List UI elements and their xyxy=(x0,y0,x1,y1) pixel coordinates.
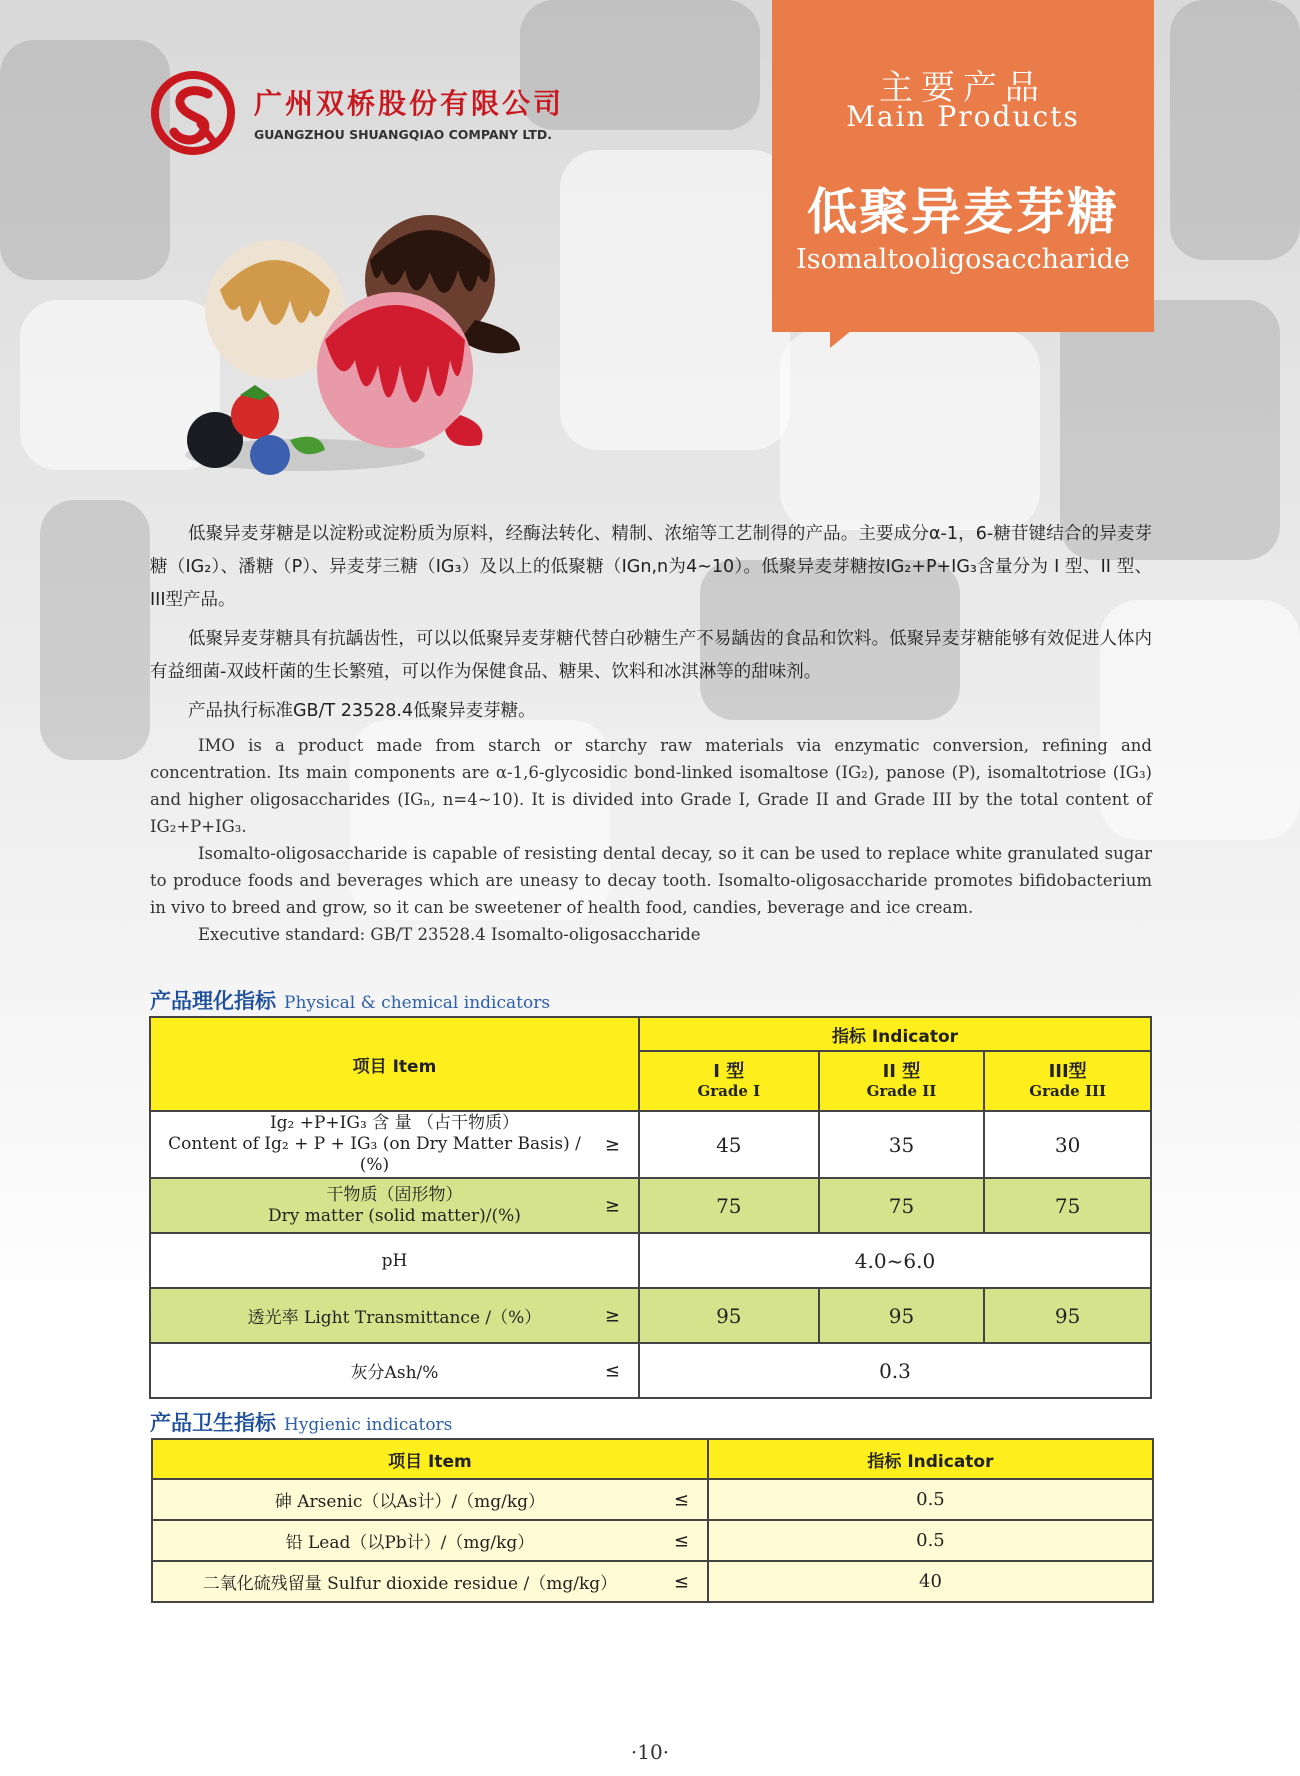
product-name-cn: 低聚异麦芽糖 xyxy=(807,183,1119,241)
grade-1-value: 95 xyxy=(639,1288,819,1343)
ash-value: 0.3 xyxy=(639,1343,1151,1398)
table-row xyxy=(150,1178,1151,1233)
row-label: 砷 Arsenic（以As计）/（mg/kg） ≤ xyxy=(152,1479,708,1520)
table-row xyxy=(150,1343,1151,1398)
comparison-symbol: ≤ xyxy=(673,1530,689,1551)
physical-title-en: Physical & chemical indicators xyxy=(284,993,551,1013)
hygienic-section-title xyxy=(150,1407,452,1437)
grade-1-header: I 型 Grade I xyxy=(639,1051,819,1111)
grade-2-value: 95 xyxy=(819,1288,985,1343)
page-number: ·10· xyxy=(630,1740,670,1764)
indicator-header: 指标 Indicator xyxy=(708,1439,1153,1479)
grade-3-header: III型 Grade III xyxy=(984,1051,1151,1111)
grade-3-value: 75 xyxy=(984,1178,1151,1233)
grade-3-value: 95 xyxy=(984,1288,1151,1343)
row-label: pH xyxy=(150,1233,639,1288)
physical-indicators-table xyxy=(149,1016,1152,1399)
banner-tail xyxy=(830,330,852,348)
grade-2-value: 75 xyxy=(819,1178,985,1233)
item-header: 项目 Item xyxy=(152,1439,708,1479)
row-label: Ig₂ +P+IG₃ 含 量 （占干物质） Content of Ig₂ + P + IG₃ (on Dry Matter Basis) / (%) ≥ xyxy=(150,1111,639,1178)
ph-value: 4.0~6.0 xyxy=(639,1233,1151,1288)
indicator-value: 0.5 xyxy=(708,1520,1153,1561)
comparison-symbol: ≥ xyxy=(604,1134,620,1155)
table-row xyxy=(150,1111,1151,1178)
hygienic-title-en: Hygienic indicators xyxy=(284,1415,453,1435)
comparison-symbol: ≤ xyxy=(673,1489,689,1510)
table-row xyxy=(152,1520,1153,1561)
item-header: 项目 Item xyxy=(150,1017,639,1111)
hygienic-indicators-table xyxy=(151,1438,1154,1603)
company-name-cn: 广州双桥股份有限公司 xyxy=(254,87,565,120)
grade-2-header: II 型 Grade II xyxy=(819,1051,985,1111)
table-row xyxy=(150,1288,1151,1343)
grade-1-value: 75 xyxy=(639,1178,819,1233)
row-label: 铅 Lead（以Pb计）/（mg/kg） ≤ xyxy=(152,1520,708,1561)
comparison-symbol: ≥ xyxy=(604,1195,620,1216)
description-cn-paragraph: 低聚异麦芽糖是以淀粉或淀粉质为原料，经酶法转化、精制、浓缩等工艺制得的产品。主要成分α-1，6-糖苷键结合的异麦芽糖（IG₂）、潘糖（P）、异麦芽三糖（IG₃）及以上的低聚糖（IGn,n为4~10）。低聚异麦芽糖按IG₂+P+IG₃含量分为 I 型、II 型、III型产品。 xyxy=(150,524,1152,610)
comparison-symbol: ≥ xyxy=(604,1305,620,1326)
row-label: 灰分Ash/% ≤ xyxy=(150,1343,639,1398)
indicator-header: 指标 Indicator xyxy=(639,1017,1151,1051)
main-products-banner xyxy=(772,0,1154,332)
product-name-en: Isomaltooligosaccharide xyxy=(796,244,1130,275)
description-cn xyxy=(150,518,1152,734)
company-logo xyxy=(150,70,570,160)
banner-title-en: Main Products xyxy=(846,100,1080,133)
description-cn-paragraph: 产品执行标准GB/T 23528.4低聚异麦芽糖。 xyxy=(188,701,536,721)
table-row xyxy=(152,1479,1153,1520)
row-label: 二氧化硫残留量 Sulfur dioxide residue /（mg/kg） ≤ xyxy=(152,1561,708,1602)
comparison-symbol: ≤ xyxy=(604,1360,620,1381)
description-en-paragraph: Executive standard: GB/T 23528.4 Isomalto-oligosaccharide xyxy=(198,925,701,944)
table-row xyxy=(150,1233,1151,1288)
banner-title-cn: 主要产品 xyxy=(879,68,1047,108)
comparison-symbol: ≤ xyxy=(673,1571,689,1592)
row-label: 干物质（固形物） Dry matter (solid matter)/(%) ≥ xyxy=(150,1178,639,1233)
physical-section-title xyxy=(150,985,550,1015)
description-en-paragraph: Isomalto-oligosaccharide is capable of resisting dental decay, so it can be used to replace white granulated sugar to produce foods and beverages which are uneasy to decay tooth. Isomalto-oligosaccharide promotes bifidobacterium in vivo to breed and grow, so it can be sweetener of health food, candies, beverage and ice cream. xyxy=(150,844,1152,917)
table-row xyxy=(152,1561,1153,1602)
grade-3-value: 30 xyxy=(984,1111,1151,1178)
row-label: 透光率 Light Transmittance /（%） ≥ xyxy=(150,1288,639,1343)
grade-2-value: 35 xyxy=(819,1111,985,1178)
company-name-en: GUANGZHOU SHUANGQIAO COMPANY LTD. xyxy=(254,127,552,142)
ice-cream-illustration xyxy=(160,200,540,480)
grade-1-value: 45 xyxy=(639,1111,819,1178)
description-en xyxy=(150,732,1152,948)
indicator-value: 0.5 xyxy=(708,1479,1153,1520)
description-en-paragraph: IMO is a product made from starch or starchy raw materials via enzymatic conversion, refining and concentration. Its main components are α-1,6-glycosidic bond-linked isomaltose (IG₂), panose (P), isomaltotriose (IG₃) and higher oligosaccharides (IGₙ, n=4~10). It is divided into Grade I, Grade II and Grade III by the total content of IG₂+P+IG₃. xyxy=(150,736,1152,836)
physical-title-cn: 产品理化指标 xyxy=(150,989,276,1013)
hygienic-title-cn: 产品卫生指标 xyxy=(150,1411,276,1435)
indicator-value: 40 xyxy=(708,1561,1153,1602)
company-logo-icon xyxy=(150,70,236,156)
description-cn-paragraph: 低聚异麦芽糖具有抗龋齿性，可以以低聚异麦芽糖代替白砂糖生产不易龋齿的食品和饮料。低聚异麦芽糖能够有效促进人体内有益细菌-双歧杆菌的生长繁殖，可以作为保健食品、糖果、饮料和冰淇淋等的甜味剂。 xyxy=(150,629,1152,682)
